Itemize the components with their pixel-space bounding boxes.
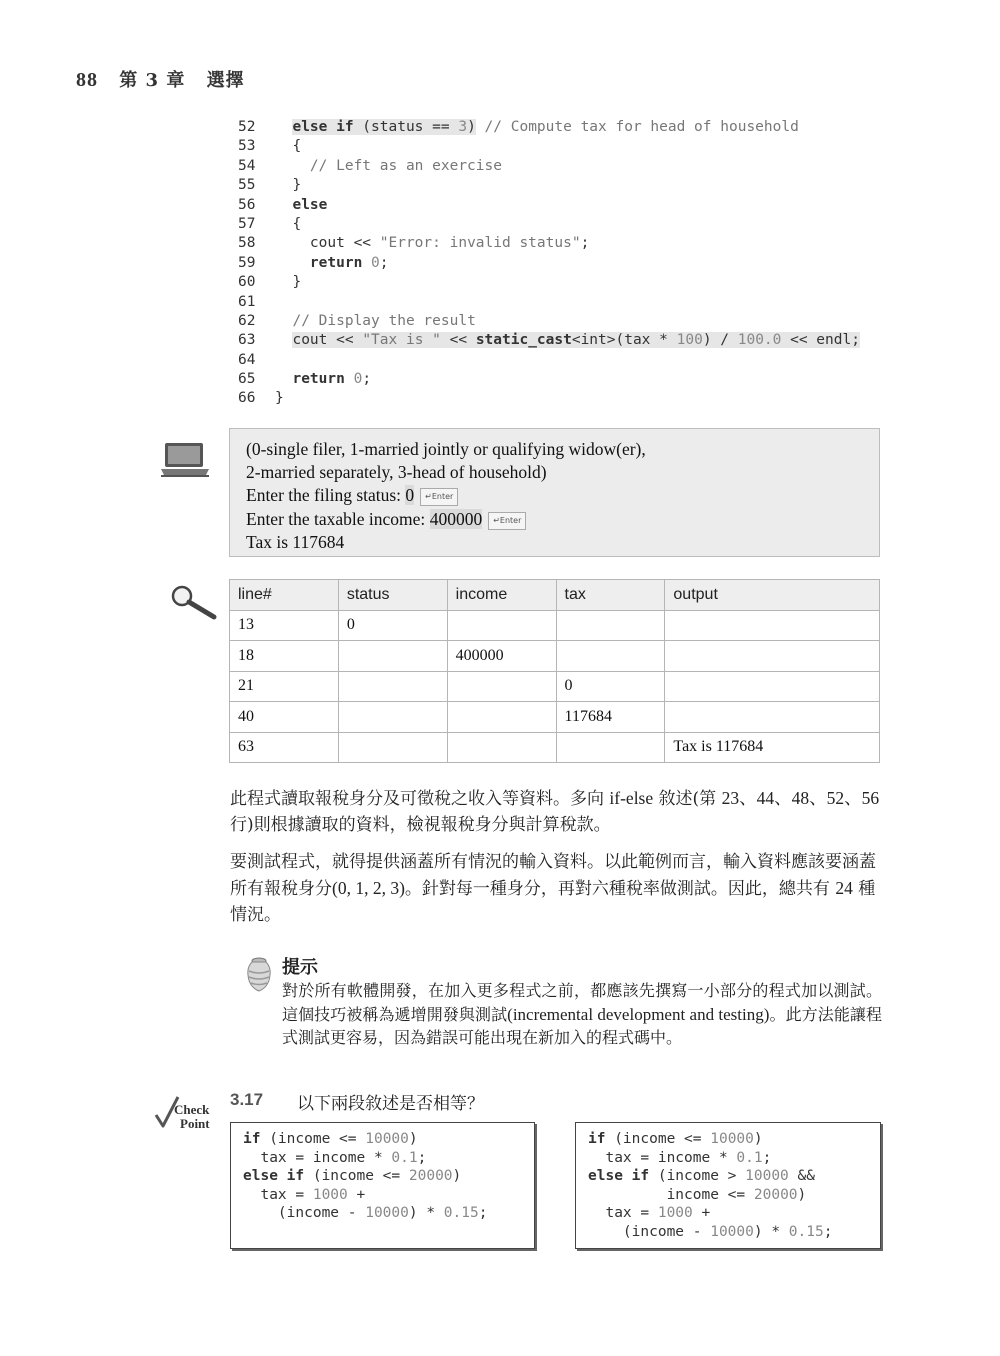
code-token: else if xyxy=(292,119,354,135)
console-input-status: 0 xyxy=(405,485,415,506)
code-token: << xyxy=(440,332,476,349)
code-line xyxy=(243,1186,522,1205)
code-text xyxy=(275,157,502,176)
table-cell xyxy=(665,671,880,702)
code-token: 1000 xyxy=(312,1186,348,1203)
code-token: ) * xyxy=(753,1223,789,1240)
code-token: (status == xyxy=(353,119,459,135)
code-text xyxy=(275,196,327,215)
code-token: ) xyxy=(753,1131,763,1147)
line-number: 60 xyxy=(238,274,256,291)
question-number: 3.17 xyxy=(230,1090,264,1109)
text-span: if-else xyxy=(609,788,654,808)
console-output xyxy=(229,428,880,557)
text-span: 敘述(第 xyxy=(653,789,722,809)
page-number: 88 xyxy=(76,69,98,91)
laptop-icon xyxy=(160,440,210,478)
code-token: (income - xyxy=(243,1205,366,1222)
magnifier-icon xyxy=(170,584,218,620)
code-token: ; xyxy=(417,1149,427,1166)
tip-pot-icon xyxy=(243,955,275,995)
table-cell: 117684 xyxy=(556,702,665,733)
code-line xyxy=(588,1223,868,1242)
table-cell xyxy=(338,671,447,702)
code-token: ) * xyxy=(408,1205,444,1222)
code-line xyxy=(243,1149,522,1168)
code-token: && xyxy=(788,1168,815,1185)
line-number: 65 xyxy=(238,371,256,388)
column-header: tax xyxy=(556,580,665,611)
table-cell: Tax is 117684 xyxy=(665,732,880,763)
check-point-badge xyxy=(154,1095,216,1133)
table-cell xyxy=(556,641,665,672)
code-token: + xyxy=(692,1205,711,1222)
code-token: return xyxy=(292,371,345,388)
text-span: 行)則根據讀取的資料，檢視報稅身分與計算稅款。 xyxy=(230,815,611,835)
code-token: ; xyxy=(362,371,372,388)
line-number: 62 xyxy=(238,312,256,329)
code-token: ) xyxy=(797,1186,807,1203)
code-line xyxy=(588,1130,868,1149)
text-span: 對於所有軟體開發，在加入更多程式之前，都應該先撰寫一小部分的程式加以測試。這個技巧被稱為遞增開發與測試 xyxy=(282,981,882,1024)
code-token: else xyxy=(292,196,328,213)
text-span: (incremental development and testing) xyxy=(507,1004,770,1024)
code-text xyxy=(275,273,301,292)
code-text xyxy=(275,118,799,137)
code-token: tax = income * xyxy=(588,1149,737,1166)
code-token xyxy=(275,158,310,174)
code-token xyxy=(345,371,354,387)
table-cell xyxy=(447,702,556,733)
text-span: 種情況。 xyxy=(230,879,876,925)
chapter-title: 選擇 xyxy=(206,70,245,91)
paragraph-description xyxy=(230,785,882,838)
code-token: (income <= xyxy=(304,1168,409,1185)
code-token: income <= xyxy=(588,1186,754,1203)
column-header: output xyxy=(665,580,880,611)
code-text xyxy=(275,254,389,273)
code-token: 20000 xyxy=(408,1168,453,1185)
code-token: ; xyxy=(379,254,389,271)
column-header: income xyxy=(447,580,556,611)
code-token: 100.0 xyxy=(737,332,782,349)
table-cell xyxy=(556,732,665,763)
code-token: (income - xyxy=(588,1223,711,1240)
tip-title: 提示 xyxy=(282,957,318,978)
enter-key-icon: ↵Enter xyxy=(488,512,526,530)
code-token: cout << xyxy=(292,332,363,349)
code-text xyxy=(275,389,284,408)
code-token: 10000 xyxy=(365,1205,409,1222)
paragraph-testing xyxy=(230,849,882,928)
line-number: 56 xyxy=(238,196,256,213)
text-span: 23、44、48、52、56 xyxy=(721,788,880,808)
code-token: ; xyxy=(478,1205,488,1222)
code-token: ; xyxy=(823,1223,833,1240)
code-token: } xyxy=(275,177,302,194)
table-cell: 18 xyxy=(230,641,339,672)
code-line xyxy=(588,1186,868,1205)
table-cell xyxy=(665,641,880,672)
code-box-right xyxy=(575,1122,881,1249)
line-number: 55 xyxy=(238,177,256,194)
code-line xyxy=(243,1167,522,1186)
page-header xyxy=(76,66,245,92)
code-token xyxy=(275,371,292,387)
table-cell xyxy=(447,732,556,763)
table-cell: 400000 xyxy=(447,641,556,672)
code-token: << endl; xyxy=(781,332,860,349)
table-row xyxy=(230,702,880,733)
console-line: 2-married separately, 3-head of household) xyxy=(246,462,547,483)
code-token: + xyxy=(347,1186,366,1203)
code-token: 20000 xyxy=(753,1186,798,1203)
code-text xyxy=(275,370,371,389)
code-token: 100 xyxy=(676,332,703,349)
table-row xyxy=(230,671,880,702)
code-text xyxy=(275,137,301,156)
table-cell: 21 xyxy=(230,671,339,702)
console-line xyxy=(246,484,863,507)
table-cell xyxy=(338,641,447,672)
console-line: (0-single filer, 1-married jointly or qualifying widow(er), xyxy=(246,439,646,459)
question-text: 以下兩段敘述是否相等？ xyxy=(297,1094,484,1114)
table-cell xyxy=(338,702,447,733)
tip-body xyxy=(282,979,882,1050)
code-token: (income <= xyxy=(605,1131,711,1147)
code-token: if xyxy=(243,1131,261,1147)
code-token: { xyxy=(275,138,302,155)
line-number: 66 xyxy=(238,390,256,407)
table-cell: 40 xyxy=(230,702,339,733)
code-line xyxy=(588,1204,868,1223)
text-span: 要測試程式，就得提供涵蓋所有情況的輸入資料。以此範例而言，輸入資料應該要涵蓋所有報稅身分 xyxy=(230,852,876,899)
code-token: tax = xyxy=(588,1205,658,1222)
line-number: 57 xyxy=(238,215,256,232)
code-token: 10000 xyxy=(745,1168,789,1185)
code-token xyxy=(275,255,310,271)
code-token: 10000 xyxy=(710,1223,754,1240)
line-number: 52 xyxy=(238,119,256,135)
code-token: ; xyxy=(580,235,590,252)
code-token xyxy=(275,332,292,348)
code-token: // Display the result xyxy=(292,312,476,329)
line-number: 61 xyxy=(238,293,256,310)
code-token: ) xyxy=(408,1131,418,1147)
code-token: 0.15 xyxy=(443,1205,479,1222)
column-header: status xyxy=(338,580,447,611)
console-prompt: Enter the taxable income: xyxy=(246,508,430,529)
code-token: (income <= xyxy=(260,1131,366,1147)
code-token: return xyxy=(309,254,363,271)
line-number: 53 xyxy=(238,138,256,155)
table-row xyxy=(230,732,880,763)
check-label: Check xyxy=(174,1102,210,1117)
text-span: 。此方法能讓程式測試更容易，因為錯誤可能出現在新加入的程式碼中。 xyxy=(282,1004,882,1047)
code-token: 10000 xyxy=(710,1131,754,1147)
console-result: Tax is 117684 xyxy=(246,531,345,552)
table-cell xyxy=(665,610,880,641)
table-row xyxy=(230,641,880,672)
point-label: Point xyxy=(180,1116,210,1131)
code-token xyxy=(275,119,292,135)
console-prompt: Enter the filing status: xyxy=(246,485,406,506)
code-token xyxy=(275,313,292,329)
text-span: (0, 1, 2, 3) xyxy=(332,878,405,898)
code-line xyxy=(243,1130,522,1149)
chapter-label: 第 3 章 xyxy=(119,70,186,91)
text-span: 此程式讀取報稅身分及可徵稅之收入等資料。多向 xyxy=(230,789,610,809)
code-box-left xyxy=(230,1122,535,1249)
code-text xyxy=(275,331,860,350)
code-token: "Tax is " xyxy=(362,332,441,349)
table-cell: 63 xyxy=(230,732,339,763)
code-token: // Compute tax for head of household xyxy=(484,119,799,135)
line-number: 59 xyxy=(238,254,256,271)
line-number: 58 xyxy=(238,235,256,252)
line-number: 64 xyxy=(238,351,256,368)
code-token: } xyxy=(275,274,302,291)
code-token: ) xyxy=(467,119,476,135)
table-cell xyxy=(338,732,447,763)
code-token: // Left as an exercise xyxy=(309,157,502,174)
code-token: 0.1 xyxy=(736,1149,763,1166)
code-token: (income > xyxy=(649,1168,746,1185)
code-token: static_cast xyxy=(475,332,572,349)
enter-key-icon: ↵Enter xyxy=(420,488,458,506)
column-header: line# xyxy=(230,580,339,611)
table-cell xyxy=(556,610,665,641)
code-line xyxy=(588,1167,868,1186)
table-cell: 0 xyxy=(556,671,665,702)
table-cell: 13 xyxy=(230,610,339,641)
code-text xyxy=(275,312,476,331)
code-token: cout << xyxy=(275,235,380,252)
code-text xyxy=(275,215,301,234)
code-token: 0.1 xyxy=(391,1149,418,1166)
code-token: 1000 xyxy=(657,1205,693,1222)
code-token: { xyxy=(275,215,302,232)
text-span: 。針對每一種身分，再對六種稅率做測試。因此，總共有 xyxy=(404,879,836,899)
table-header-row xyxy=(230,580,880,611)
code-token: 0 xyxy=(371,254,380,271)
code-line xyxy=(243,1204,522,1223)
code-token: 0.15 xyxy=(788,1223,824,1240)
code-token: "Error: invalid status" xyxy=(379,235,581,252)
table-cell xyxy=(447,610,556,641)
table-row xyxy=(230,610,880,641)
line-number: 54 xyxy=(238,157,256,174)
code-token xyxy=(275,197,292,213)
code-token xyxy=(476,119,485,135)
code-token: ; xyxy=(762,1149,772,1166)
console-input-income: 400000 xyxy=(429,508,483,529)
table-cell xyxy=(665,702,880,733)
code-token: else if xyxy=(588,1168,650,1185)
code-token: 3 xyxy=(458,119,468,135)
code-token xyxy=(362,255,371,271)
table-cell: 0 xyxy=(338,610,447,641)
code-token: 10000 xyxy=(365,1131,409,1147)
code-token: } xyxy=(275,390,284,407)
code-token: if xyxy=(588,1131,606,1147)
code-token: <int>(tax * xyxy=(571,332,677,349)
text-span: 24 xyxy=(835,878,853,898)
code-text xyxy=(275,176,301,195)
code-token: tax = xyxy=(243,1186,313,1203)
console-line xyxy=(246,508,863,531)
code-line xyxy=(588,1149,868,1168)
code-token: 0 xyxy=(353,371,363,388)
code-token: ) / xyxy=(702,332,738,349)
trace-table xyxy=(229,579,880,763)
code-token: tax = income * xyxy=(243,1149,392,1166)
line-number: 63 xyxy=(238,332,256,349)
code-token: else if xyxy=(243,1168,305,1185)
code-token: ) xyxy=(452,1168,462,1185)
code-text xyxy=(275,234,589,253)
table-cell xyxy=(447,671,556,702)
